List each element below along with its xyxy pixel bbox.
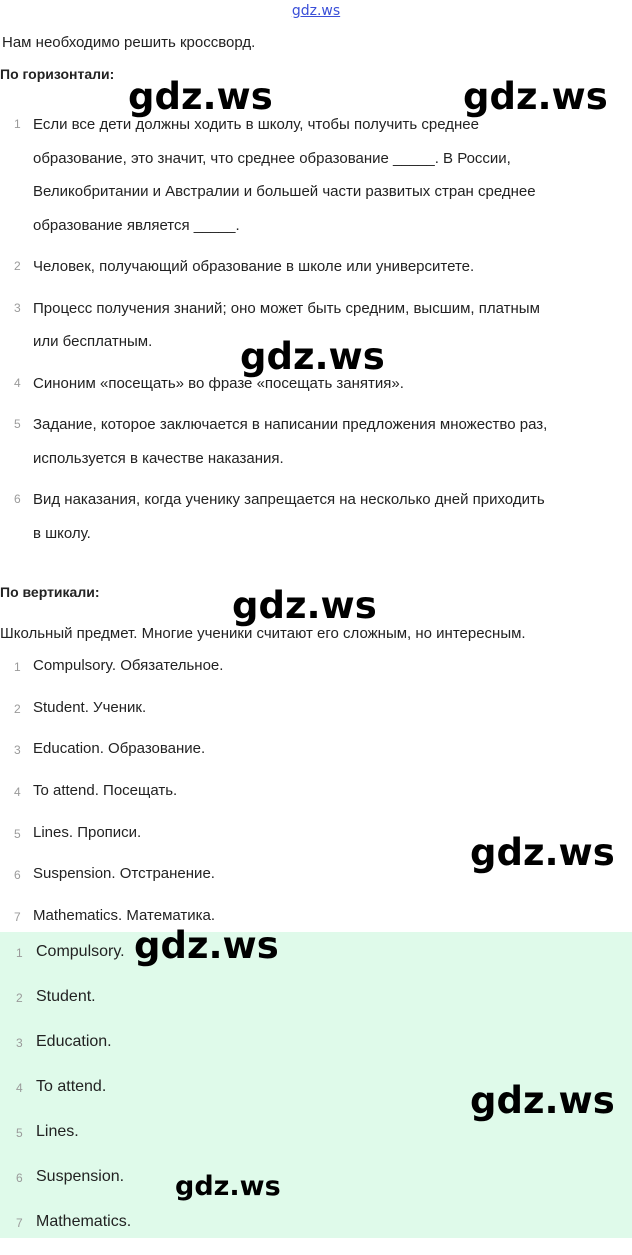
translation-text: Compulsory. Обязательное. [33,657,224,674]
watermark: gdz.ws [232,584,377,627]
answer-text: Education. [36,1033,112,1050]
across-clue-list [0,108,632,558]
clue-line: используется в качестве наказания. [33,449,284,467]
answer-text: Suspension. [36,1168,125,1185]
answer-item [0,985,632,1030]
clue-line: Задание, которое заключается в написании предложения множество раз, [33,416,548,433]
translation-item [0,737,632,779]
clue-line: в школу. [33,524,91,542]
clue-number: 3 [14,300,21,315]
answer-item [0,940,632,985]
answer-item [0,1210,632,1255]
watermark: gdz.ws [470,831,615,874]
watermark: gdz.ws [128,75,273,118]
item-number: 2 [16,991,23,1005]
answer-item [0,1120,632,1165]
answer-text: Lines. [36,1123,79,1140]
item-number: 5 [16,1126,23,1140]
clue-line: Человек, получающий образование в школе или университете. [33,258,475,275]
clue-number: 5 [14,417,21,431]
clue-line: Синоним «посещать» во фразе «посещать занятия». [33,374,404,392]
clue-line: Вид наказания, когда ученику запрещается на несколько дней приходить [33,491,545,508]
answer-item [0,1030,632,1075]
watermark: gdz.ws [240,335,385,378]
item-number: 4 [16,1081,23,1095]
item-number: 6 [16,1171,23,1185]
watermark: gdz.ws [470,1079,615,1122]
clue-number: 1 [14,117,21,131]
across-heading: По горизонтали: [0,66,115,82]
item-number: 7 [16,1216,23,1230]
answer-item [0,1165,632,1210]
across-clue [0,483,632,550]
item-number: 1 [16,946,23,960]
answer-text: To attend. [36,1078,107,1095]
across-clue [0,108,632,242]
clue-line: образование, это значит, что среднее образование _____. В России, [33,149,511,167]
translation-text: To attend. Посещать. [33,782,178,800]
clue-line: Процесс получения знаний; оно может быть средним, высшим, платным [33,299,540,317]
answer-text: Student. [36,988,96,1005]
translation-list [0,654,632,946]
answer-text: Compulsory. [36,943,125,960]
watermark: gdz.ws [134,924,279,967]
translation-item [0,779,632,821]
translation-text: Student. Ученик. [33,698,147,716]
translation-item [0,696,632,738]
translation-text: Lines. Прописи. [33,823,142,841]
clue-line: Великобритании и Австралии и большей части развитых стран среднее [33,183,536,200]
across-clue [0,408,632,475]
watermark: gdz.ws [463,75,608,118]
item-number: 3 [16,1036,23,1050]
translation-text: Education. Образование. [33,740,206,758]
item-number: 6 [14,868,21,883]
answer-text: Mathematics. [36,1213,132,1230]
clue-line: Если все дети должны ходить в школу, чтобы получить среднее [33,116,479,133]
item-number: 7 [14,910,21,925]
clue-number: 4 [14,375,21,390]
item-number: 1 [14,660,21,674]
translation-text: Suspension. Отстранение. [33,865,215,883]
down-heading: По вертикали: [0,584,100,600]
watermark: gdz.ws [175,1171,281,1202]
clue-number: 2 [14,259,21,273]
site-link[interactable]: gdz.ws [291,3,341,19]
item-number: 3 [14,743,21,758]
clue-line: образование является _____. [33,216,240,234]
translation-item [0,654,632,696]
clue-number: 6 [14,492,21,506]
across-clue [0,250,632,284]
translation-text: Mathematics. Математика. [33,907,216,925]
intro-text: Нам необходимо решить кроссворд. [2,34,256,51]
item-number: 4 [14,785,21,800]
down-clue: Школьный предмет. Многие ученики считают его сложным, но интересным. [0,625,526,642]
item-number: 5 [14,826,21,841]
clue-line: или бесплатным. [33,333,153,350]
item-number: 2 [14,701,21,716]
